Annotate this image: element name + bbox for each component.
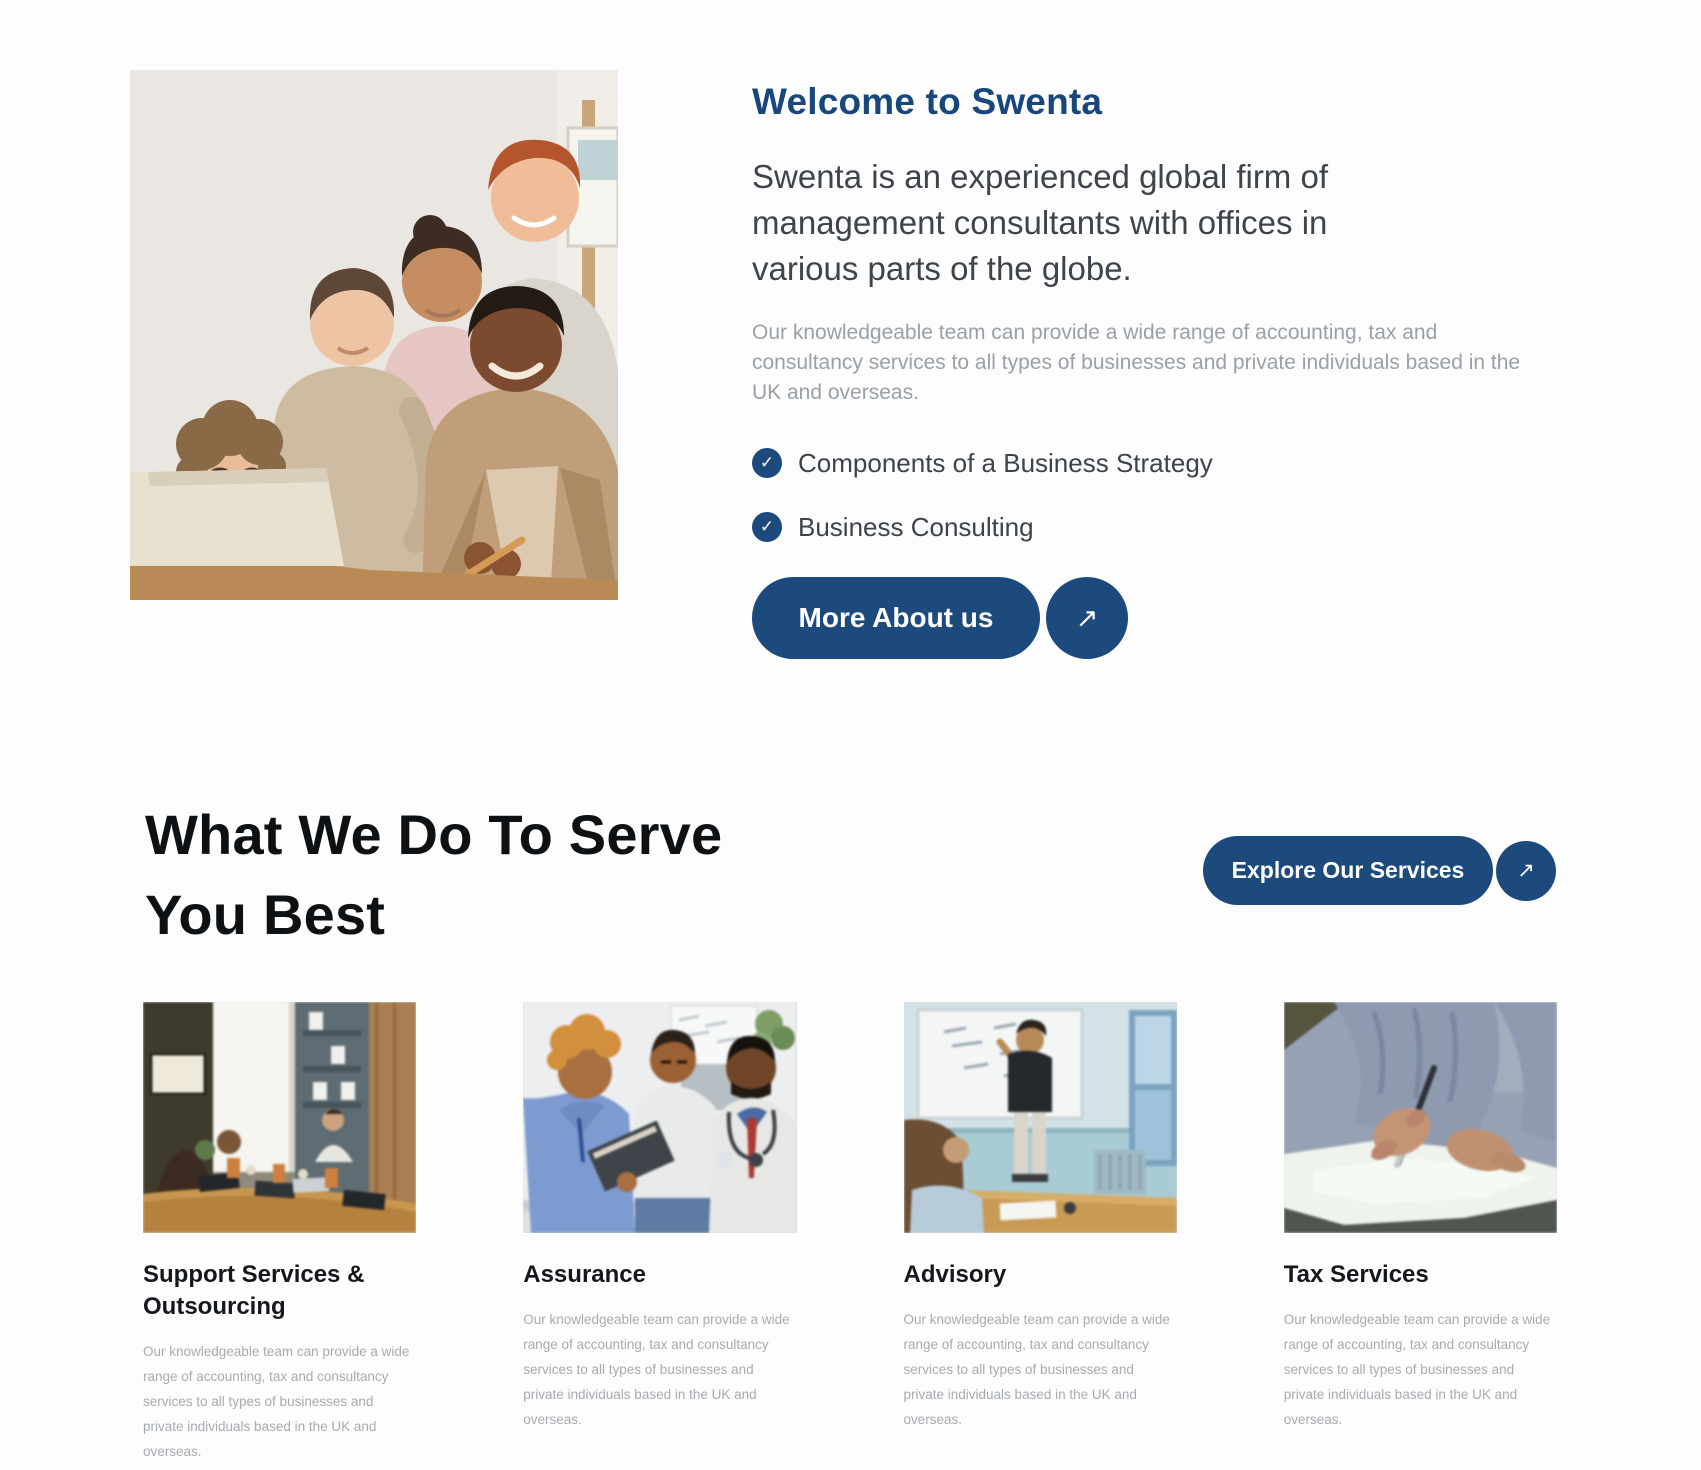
card-title[interactable]: Advisory	[903, 1261, 1007, 1288]
card-title[interactable]: Assurance	[523, 1261, 646, 1288]
bullet-label: Business Consulting	[798, 511, 1034, 542]
hero-subheading	[752, 154, 1552, 292]
hero-subheading-line3: various parts of the globe.	[752, 250, 1132, 287]
hero-subheading-line2: management consultants with offices in	[752, 204, 1328, 241]
card-title[interactable]: Support Services & Outsourcing	[143, 1261, 365, 1320]
card-description: Our knowledgeable team can provide a wide range of accounting, tax and consultancy services to all types of businesses and private individuals based in the UK and overseas.	[1283, 1312, 1551, 1427]
explore-our-services-button[interactable]: Explore Our Services	[1203, 836, 1493, 905]
bullet-item	[752, 448, 1552, 478]
hero-content	[752, 80, 1552, 659]
hero-bullet-list	[752, 448, 1552, 542]
hero-description: Our knowledgeable team can provide a wide range of accounting, tax and consultancy services to all types of businesses and private individuals based in the UK and overseas.	[752, 321, 1521, 404]
hero-team-photo-graphic	[130, 70, 618, 600]
service-card-advisory	[904, 1002, 1177, 1464]
check-circle-icon: ✓	[752, 512, 782, 542]
card-image-conference-room[interactable]	[143, 1002, 416, 1233]
check-circle-icon: ✓	[752, 448, 782, 478]
service-card-support-services	[143, 1002, 416, 1464]
bullet-label: Components of a Business Strategy	[798, 447, 1213, 478]
card-image-medical-team[interactable]	[523, 1002, 796, 1233]
card-image-whiteboard-presentation[interactable]	[904, 1002, 1177, 1233]
bullet-item	[752, 512, 1552, 542]
services-cta-row	[1203, 836, 1556, 905]
hero-subheading-line1: Swenta is an experienced global firm of	[752, 158, 1328, 195]
card-title[interactable]: Tax Services	[1283, 1261, 1429, 1288]
card-description: Our knowledgeable team can provide a wide range of accounting, tax and consultancy services to all types of businesses and private individuals based in the UK and overseas.	[143, 1344, 410, 1459]
more-about-us-button[interactable]: More About us	[752, 577, 1040, 659]
card-description: Our knowledgeable team can provide a wide range of accounting, tax and consultancy services to all types of businesses and private individuals based in the UK and overseas.	[523, 1312, 790, 1427]
hero-title: Welcome to Swenta	[752, 81, 1103, 122]
hero-team-photo	[130, 70, 618, 600]
service-card-tax-services	[1284, 1002, 1557, 1464]
card-image-signing-document[interactable]	[1284, 1002, 1557, 1233]
services-section-heading: What We Do To Serve You Best	[145, 803, 723, 946]
service-card-assurance	[523, 1002, 796, 1464]
hero-cta-row	[752, 577, 1552, 659]
arrow-up-right-icon[interactable]: ↗	[1496, 841, 1556, 901]
card-description: Our knowledgeable team can provide a wide range of accounting, tax and consultancy services to all types of businesses and private individuals based in the UK and overseas.	[903, 1312, 1170, 1427]
service-cards	[143, 1002, 1557, 1464]
arrow-up-right-icon[interactable]: ↗	[1046, 577, 1128, 659]
